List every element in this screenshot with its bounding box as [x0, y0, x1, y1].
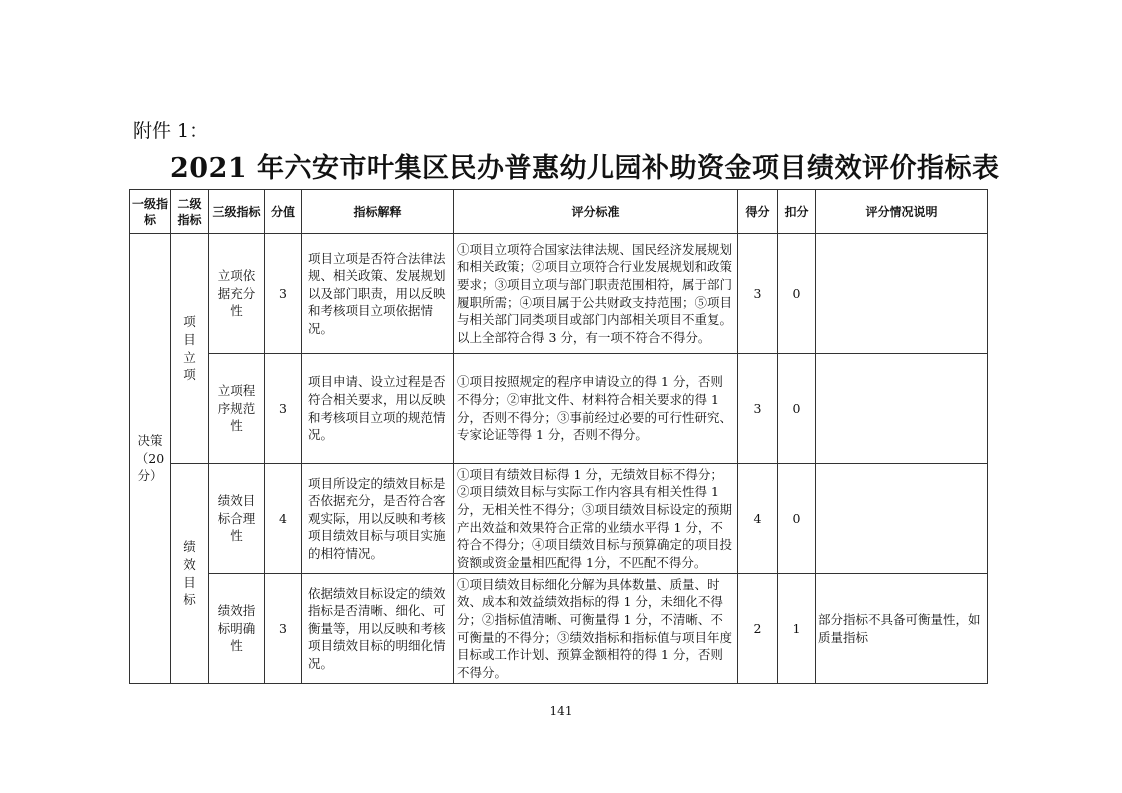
- level2-cell: 项目立项: [171, 234, 209, 464]
- header-explanation: 指标解释: [302, 190, 454, 234]
- header-level2: 二级指标: [171, 190, 209, 234]
- level3-cell: 立项程序规范性: [209, 354, 265, 464]
- explanation-cell: 项目所设定的绩效目标是否依据充分，是否符合客观实际，用以反映和考核项目绩效目标与项目实施的相符情况。: [302, 464, 454, 574]
- deducted-cell: 1: [778, 574, 816, 684]
- level3-cell: 绩效目标合理性: [209, 464, 265, 574]
- page-number: 141: [549, 704, 573, 718]
- obtained-cell: 2: [738, 574, 778, 684]
- header-row: [130, 190, 988, 234]
- deducted-cell: 0: [778, 234, 816, 354]
- score-cell: 4: [265, 464, 302, 574]
- explanation-cell: 项目立项是否符合法律法规、相关政策、发展规划以及部门职责，用以反映和考核项目立项依据情况。: [302, 234, 454, 354]
- header-notes: 评分情况说明: [816, 190, 988, 234]
- criteria-cell: ①项目按照规定的程序申请设立的得 1 分，否则不得分；②审批文件、材料符合相关要求的得 1 分，否则不得分；③事前经过必要的可行性研究、专家论证等得 1 分，否则不得分。: [454, 354, 738, 464]
- table-row: [130, 464, 988, 574]
- score-cell: 3: [265, 354, 302, 464]
- level2-cell: 绩效目标: [171, 464, 209, 684]
- level3-cell: 绩效指标明确性: [209, 574, 265, 684]
- obtained-cell: 3: [738, 234, 778, 354]
- table-row: [130, 574, 988, 684]
- document-title: 2021 年六安市叶集区民办普惠幼儿园补助资金项目绩效评价指标表: [170, 153, 1000, 184]
- criteria-cell: ①项目有绩效目标得 1 分，无绩效目标不得分；②项目绩效目标与实际工作内容具有相关性得 1 分，无相关性不得分；③项目绩效目标设定的预期产出效益和效果符合正常的业绩水平得 1 分，不符合不得分；④项目绩效目标与预算确定的项目投资额或资金量相匹配得 1分，不匹配不得分。: [454, 464, 738, 574]
- explanation-cell: 项目申请、设立过程是否符合相关要求，用以反映和考核项目立项的规范情况。: [302, 354, 454, 464]
- explanation-cell: 依据绩效目标设定的绩效指标是否清晰、细化、可衡量等，用以反映和考核项目绩效目标的明细化情况。: [302, 574, 454, 684]
- header-score: 分值: [265, 190, 302, 234]
- header-criteria: 评分标准: [454, 190, 738, 234]
- deducted-cell: 0: [778, 464, 816, 574]
- score-cell: 3: [265, 574, 302, 684]
- header-obtained: 得分: [738, 190, 778, 234]
- criteria-cell: ①项目立项符合国家法律法规、国民经济发展规划和相关政策；②项目立项符合行业发展规划和政策要求；③项目立项与部门职责范围相符，属于部门履职所需；④项目属于公共财政支持范围；⑤项目与相关部门同类项目或部门内部相关项目不重复。以上全部符合得 3 分，有一项不符合不得分。: [454, 234, 738, 354]
- criteria-cell: ①项目绩效目标细化分解为具体数量、质量、时效、成本和效益绩效指标的得 1 分，未细化不得分；②指标值清晰、可衡量得 1 分，不清晰、不可衡量的不得分；③绩效指标和指标值与项目年度目标或工作计划、预算金额相符的得 1 分，否则不得分。: [454, 574, 738, 684]
- indicator-table: [129, 189, 988, 684]
- notes-cell: [816, 354, 988, 464]
- table-row: [130, 234, 988, 354]
- obtained-cell: 4: [738, 464, 778, 574]
- header-deducted: 扣分: [778, 190, 816, 234]
- obtained-cell: 3: [738, 354, 778, 464]
- score-cell: 3: [265, 234, 302, 354]
- table-row: [130, 354, 988, 464]
- level1-cell: 决策（20分）: [130, 234, 171, 684]
- notes-cell: [816, 464, 988, 574]
- header-level3: 三级指标: [209, 190, 265, 234]
- notes-cell: 部分指标不具备可衡量性，如质量指标: [816, 574, 988, 684]
- deducted-cell: 0: [778, 354, 816, 464]
- header-level1: 一级指标: [130, 190, 171, 234]
- attachment-label: 附件 1：: [133, 120, 209, 142]
- level3-cell: 立项依据充分性: [209, 234, 265, 354]
- notes-cell: [816, 234, 988, 354]
